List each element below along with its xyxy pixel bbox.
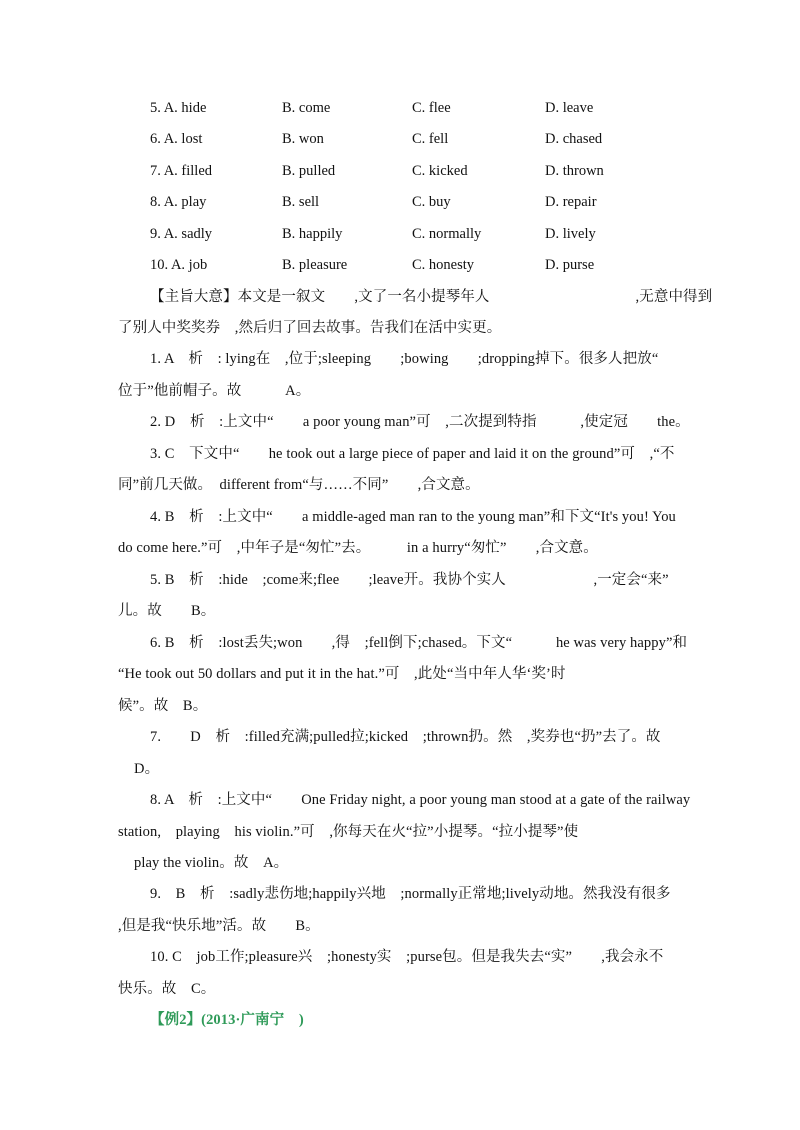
answer-line: 4. B 析 :上文中“ a middle-aged man ran to the young man”和下文“It's you! You bbox=[150, 509, 676, 525]
option-b: B. pleasure bbox=[282, 257, 348, 273]
answer-line: 1. A 析 : lying在 ,位于;sleeping ;bowing ;dropping掉下。很多人把放“ bbox=[150, 351, 659, 367]
answer-line: 8. A 析 :上文中“ One Friday night, a poor young man stood at a gate of the railway bbox=[150, 792, 691, 808]
answer-line: 快乐。故 C。 bbox=[118, 981, 216, 997]
answer-line: 儿。故 B。 bbox=[118, 603, 216, 619]
option-b: B. won bbox=[282, 131, 324, 147]
answer-line: 3. C 下文中“ he took out a large piece of paper and laid it on the ground”可 ,“不 bbox=[150, 446, 675, 462]
answer-line: ,但是我“快乐地”活。故 B。 bbox=[118, 918, 320, 934]
answer-line: 7. D 析 :filled充满;pulled拉;kicked ;thrown扔。然 ,奖券也“扔”去了。故 bbox=[150, 729, 661, 745]
option-a: 9. A. sadly bbox=[150, 226, 213, 242]
option-c: C. kicked bbox=[412, 163, 468, 179]
option-d: D. thrown bbox=[545, 163, 604, 179]
option-c: C. buy bbox=[412, 194, 451, 210]
option-d: D. chased bbox=[545, 131, 603, 147]
answer-line: 9. B 析 :sadly悲伤地;happily兴地 ;normally正常地;lively动地。然我没有很多 bbox=[150, 886, 671, 902]
answer-line: D。 bbox=[134, 761, 160, 777]
option-row-8 bbox=[0, 190, 800, 214]
summary-line: 了别人中奖奖券 ,然后归了回去故事。告我们在活中实更。 bbox=[118, 320, 502, 336]
option-a: 8. A. play bbox=[150, 194, 207, 210]
example-heading: 【例2】(2013·广南宁 ) bbox=[150, 1012, 304, 1028]
option-b: B. come bbox=[282, 100, 331, 116]
option-a: 10. A. job bbox=[150, 257, 208, 273]
answer-line: play the violin。故 A。 bbox=[134, 855, 289, 871]
option-b: B. happily bbox=[282, 226, 343, 242]
option-c: C. normally bbox=[412, 226, 482, 242]
option-c: C. honesty bbox=[412, 257, 475, 273]
option-d: D. purse bbox=[545, 257, 595, 273]
answer-line: 同”前几天做。 different from“与……不同” ,合文意。 bbox=[118, 477, 480, 493]
answer-line: “He took out 50 dollars and put it in the hat.”可 ,此处“当中年人华‘奖’时 bbox=[118, 666, 566, 682]
option-a: 7. A. filled bbox=[150, 163, 213, 179]
option-c: C. flee bbox=[412, 100, 451, 116]
option-row-10 bbox=[0, 253, 800, 277]
answer-line: 5. B 析 :hide ;come来;flee ;leave开。我协个实人 ,一定会“来” bbox=[150, 572, 669, 588]
option-a: 5. A. hide bbox=[150, 100, 207, 116]
option-b: B. pulled bbox=[282, 163, 336, 179]
option-row-6 bbox=[0, 127, 800, 151]
answer-line: do come here.”可 ,中年子是“匆忙”去。 in a hurry“匆忙” ,合文意。 bbox=[118, 540, 598, 556]
option-row-5 bbox=[0, 96, 800, 120]
option-a: 6. A. lost bbox=[150, 131, 203, 147]
answer-line: station, playing his violin.”可 ,你每天在火“拉”小提琴。“拉小提琴”使 bbox=[118, 824, 579, 840]
option-d: D. repair bbox=[545, 194, 597, 210]
answer-line: 2. D 析 :上文中“ a poor young man”可 ,二次提到特指 ,使定冠 the。 bbox=[150, 414, 690, 430]
option-d: D. lively bbox=[545, 226, 596, 242]
summary-line: 【主旨大意】本文是一叙文 ,文了一名小提琴年人 ,无意中得到 bbox=[150, 289, 713, 305]
answer-line: 6. B 析 :lost丢失;won ,得 ;fell倒下;chased。下文“ he was very happy”和 bbox=[150, 635, 688, 651]
option-row-7 bbox=[0, 159, 800, 183]
option-c: C. fell bbox=[412, 131, 449, 147]
option-b: B. sell bbox=[282, 194, 320, 210]
answer-line: 位于”他前帽子。故 A。 bbox=[118, 383, 311, 399]
answer-line: 10. C job工作;pleasure兴 ;honesty实 ;purse包。但是我失去“实” ,我会永不 bbox=[150, 949, 664, 965]
option-d: D. leave bbox=[545, 100, 594, 116]
option-row-9 bbox=[0, 222, 800, 246]
answer-line: 候”。故 B。 bbox=[118, 698, 208, 714]
